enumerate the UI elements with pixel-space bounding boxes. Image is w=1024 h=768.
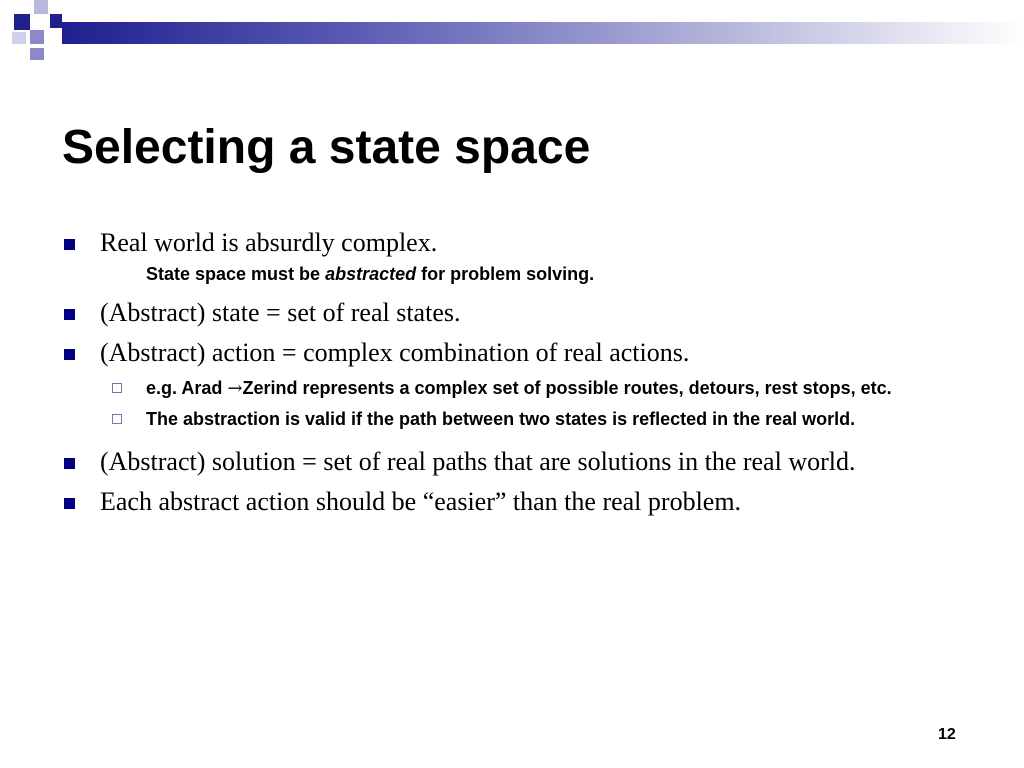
deco-square	[30, 48, 44, 60]
square-bullet-icon	[64, 349, 75, 360]
hollow-square-bullet-icon	[112, 414, 122, 424]
bullet-text: Real world is absurdly complex.	[100, 228, 438, 257]
deco-square	[12, 32, 26, 44]
hollow-square-bullet-icon	[112, 383, 122, 393]
sub-bullet-item	[62, 376, 942, 401]
sub-bullet-item	[62, 407, 942, 431]
header-decoration	[0, 0, 1024, 64]
page-number: 12	[938, 726, 956, 743]
square-bullet-icon	[64, 239, 75, 250]
note-text: for problem solving.	[416, 264, 595, 284]
bullet-text: (Abstract) state = set of real states.	[100, 298, 461, 327]
sub-bullet-text: Zerind represents a complex set of possible routes, detours, rest stops, etc.	[242, 378, 892, 398]
square-bullet-icon	[64, 498, 75, 509]
header-gradient-bar	[62, 22, 1024, 44]
bullet-item	[62, 485, 942, 519]
bullet-text: Each abstract action should be “easier” than the real problem.	[100, 487, 742, 516]
deco-square	[14, 14, 30, 30]
indented-note	[62, 262, 942, 286]
slide-title: Selecting a state space	[62, 121, 591, 174]
note-text: State space must be	[146, 264, 326, 284]
bullet-item	[62, 445, 942, 479]
bullet-item	[62, 226, 942, 260]
deco-square	[30, 30, 44, 44]
bullet-text: (Abstract) solution = set of real paths that are solutions in the real world.	[100, 447, 856, 476]
slide-content	[62, 226, 942, 525]
note-emphasis: abstracted	[325, 264, 417, 284]
sub-bullet-text: e.g. Arad	[146, 378, 228, 398]
bullet-item	[62, 296, 942, 330]
bullet-item	[62, 336, 942, 370]
square-bullet-icon	[64, 309, 75, 320]
deco-square	[50, 14, 62, 28]
sub-bullet-text: The abstraction is valid if the path between two states is reflected in the real world.	[146, 409, 856, 429]
square-bullet-icon	[64, 458, 75, 469]
arrow-glyph: →	[227, 378, 243, 399]
deco-square	[34, 0, 48, 14]
bullet-text: (Abstract) action = complex combination of real actions.	[100, 338, 690, 367]
